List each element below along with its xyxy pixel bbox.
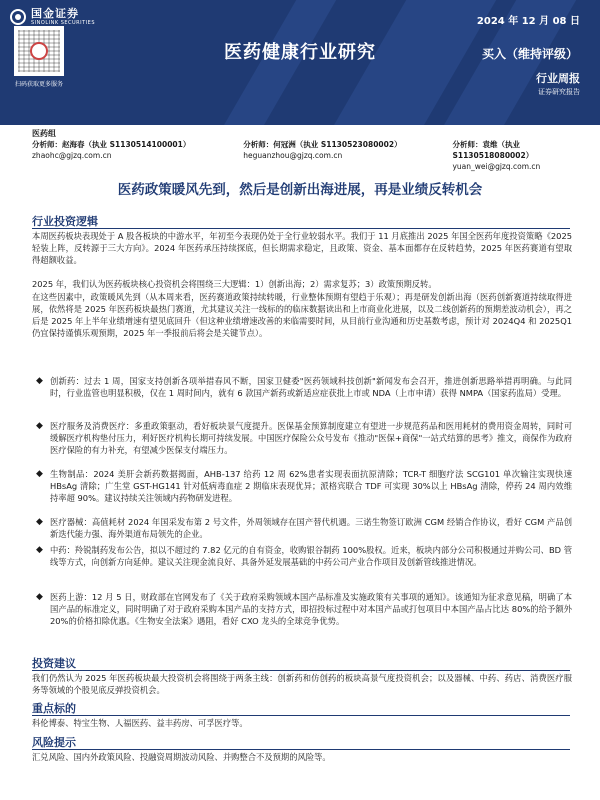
rating-badge: 买入（维持评级）: [481, 47, 578, 61]
stocks-paragraph: 科伦博泰、特宝生物、人福医药、益丰药房、可孚医疗等。: [32, 718, 248, 728]
analyst-item: [452, 139, 582, 172]
bullet-icon: ◆: [36, 376, 43, 386]
analyst-name: 分析师：何冠洲（执业 S1130523080002）: [243, 140, 402, 149]
analyst-block: [32, 128, 582, 172]
logic-paragraph-1: 本周医药板块表现处于 A 股各板块的中游水平，年初至今表现仍处于全行业较弱水平。我们于 11 月底推出 2025 年国全医药年度投资策略《2025 轻装上阵，反转源于三大方向》。2024 年医药承压持续探底，但长期需求稳定，且政策、资金、基本面都存在反转趋势，2025 年医药赛道有望取得超额收益。: [32, 231, 572, 265]
analyst-item: [32, 139, 243, 172]
bullet-icon: ◆: [36, 545, 43, 555]
analyst-item: [243, 139, 452, 172]
section-divider: [32, 228, 570, 229]
report-type: 行业周报: [536, 72, 580, 85]
section-divider: [32, 670, 570, 671]
bullet-item-medical-services: 医疗服务及消费医疗：多重政策驱动，看好板块景气度提升。医保基金预算制度建立有望进一步规范药品和医用耗材的费用资金周转，同时可缓解医疗机构垫付压力，利好医疗机构长期可持续发展。中国医疗保险公众号发布《推动"医保+商保"一站式结算的思考》推文，商保作为政府医疗保险的有力补充，有望减少医保支付端压力。: [50, 421, 572, 455]
report-headline: 医药政策暖风先到，然后是创新出海进展，再是业绩反转机会: [117, 182, 483, 198]
logo-name: 国金证券: [31, 7, 79, 20]
analyst-name: 分析师：袁维（执业 S1130518080002）: [452, 140, 534, 160]
bullet-item-tcm: 中药：羚锐制药发布公告，拟以不超过约 7.82 亿元的自有资金，收购银谷制药 100%股权。近来，板块内部分公司积极通过并购公司、BD 管线等方式，向创新方向延伸。建议关注现金流良好、具备外延发展基础的中药公司产业合作项目及创新管线推进情况。: [50, 545, 572, 567]
analyst-email[interactable]: heguanzhou@gjzq.com.cn: [243, 151, 343, 160]
section-title-stocks: 重点标的: [32, 702, 76, 715]
section-title-risk: 风险提示: [32, 736, 76, 749]
analyst-email[interactable]: yuan_wei@gjzq.com.cn: [452, 162, 541, 171]
section-title-logic: 行业投资逻辑: [32, 215, 98, 228]
risk-paragraph: 汇兑风险、国内外政策风险、投融资周期波动风险、并购整合不及预期的风险等。: [32, 752, 331, 762]
section-title-suggestion: 投资建议: [32, 657, 76, 670]
report-title: 医药健康行业研究: [224, 42, 376, 63]
analyst-name: 分析师：赵海春（执业 S1130514100001）: [32, 140, 191, 149]
logo-name-en: SINOLINK SECURITIES: [31, 20, 95, 26]
logic-paragraph-3: 在这些因素中，政策暖风先到（从本周来看，医药赛道政策持续转暖，行业整体预期有望趋于乐观）；再是研发创新出海（医药创新赛道持续取得进展，依然将是 2025 年医药板块最热门赛道，尤其建议关注一线标的的临床数据读出和上市商业化进展，以及二线创新药的预期差波动机会），再之后是 2025 年上半年业绩增速有望见底回升（但这种业绩增速改善的来临需要时间，从目前行业沟通和历史基数考虑，预计对 2024Q4 和 2025Q1 仍宜保持谨慎乐观预期，2025 年一季报前后将会是关键节点）。: [32, 292, 572, 338]
bullet-item-upstream: 医药上游：12 月 5 日，财政部在官网发布了《关于政府采购领域本国产品标准及实施政策有关事项的通知》。该通知为征求意见稿，明确了本国产品的标准定义，同时明确了对于政府采购本国产品的支持方式，即招投标过程中对本国产品或打包项目中本国产品占比达 80%的给予额外 20%的价格扣除优惠。《生物安全法案》遇阻，看好 CXO 龙头的全球竞争优势。: [50, 592, 572, 626]
bullet-icon: ◆: [36, 469, 43, 479]
bullet-item-innovative-drugs: 创新药：过去 1 周，国家支持创新各项举措春风不断，国家卫健委"医药领域科技创新"新闻发布会召开，推进创新思路举措再明确。与此同时，行业监管也明显积极，仅在 1 周时间内，就有 6 款国产新药或新适应症获批上市或 NDA（上市申请）获得 NMPA（国家药监局）受理。: [50, 376, 572, 398]
logo-icon: [10, 9, 26, 25]
section-divider: [32, 749, 570, 750]
bullet-item-biologics: 生物制品：2024 美肝会新药数据揭面，AHB-137 给药 12 周 62%患者实现表面抗原清除；TCR-T 细胞疗法 SCG101 单次输注实现快速 HBsAg 清除；广生堂 GST-HG141 针对低病毒血症 2 期临床表现优异；派格宾联合 TDF 可实现 30%以上 HBsAg 清除，停药 24 周内效维持率超 90%。建议持续关注领域内药物研发进程。: [50, 469, 572, 503]
logic-paragraph-2: 2025 年，我们认为医药板块核心投资机会将围绕三大逻辑：1）创新出海；2）需求复苏；3）政策预期反转。: [32, 279, 437, 289]
report-date: 2024 年 12 月 08 日: [476, 16, 580, 27]
bullet-icon: ◆: [36, 421, 43, 431]
company-logo: [10, 8, 95, 26]
bullet-item-devices: 医疗器械：高值耗材 2024 年国采发布第 2 号文件，外周领域存在国产替代机遇。三诺生物签订欧洲 CGM 经销合作协议，看好 CGM 产品创新迭代能力强、海外渠道布局领先的企业。: [50, 517, 572, 539]
section-divider: [32, 715, 570, 716]
header-banner: [0, 0, 600, 125]
qr-caption: 扫码获取更多服务: [14, 81, 63, 88]
bullet-icon: ◆: [36, 592, 43, 602]
report-subtype: 证券研究报告: [538, 88, 580, 96]
suggestion-paragraph: 我们仍然认为 2025 年医药板块最大投资机会将围绕于两条主线：创新药和仿创药的板块高景气度投资机会；以及器械、中药、药店、消费医疗服务等领域的个股见底反弹投资机会。: [32, 673, 572, 695]
bullet-icon: ◆: [36, 517, 43, 527]
analyst-email[interactable]: zhaohc@gjzq.com.cn: [32, 151, 112, 160]
group-label: 医药组: [32, 129, 56, 138]
